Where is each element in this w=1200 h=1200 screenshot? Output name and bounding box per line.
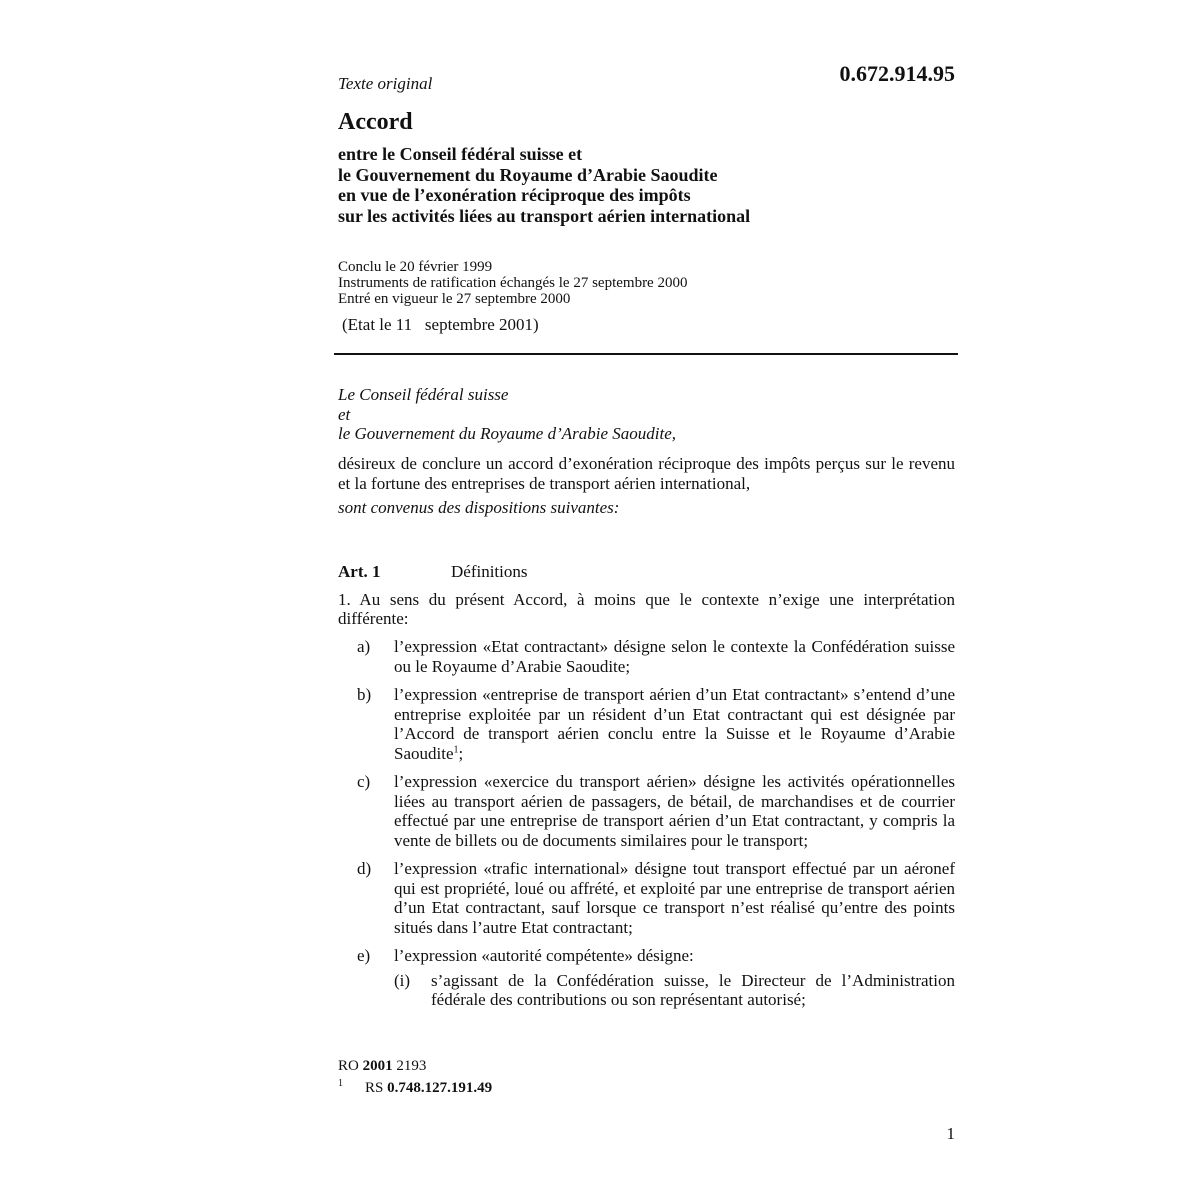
footnote-prefix: RS — [365, 1080, 384, 1096]
horizontal-divider — [334, 353, 958, 355]
document-subtitle — [338, 144, 958, 226]
party-switzerland: Le Conseil fédéral suisse — [338, 385, 509, 404]
list-item-label: c) — [357, 772, 371, 791]
subtitle-line: en vue de l’exonération réciproque des impôts — [338, 185, 691, 205]
footnote-rs-reference[interactable]: 0.748.127.191.49 — [387, 1080, 493, 1096]
agreed-clause: sont convenus des dispositions suivantes: — [338, 498, 620, 517]
list-item-text: l’expression «Etat contractant» désigne selon le contexte la Confédération suisse ou le Royaume d’Arabie Saoudite; — [394, 637, 955, 676]
definitions-list — [338, 637, 955, 1019]
footnote — [338, 1080, 492, 1097]
subtitle-line: entre le Conseil fédéral suisse et — [338, 144, 583, 164]
dates-block — [338, 259, 958, 307]
list-item — [338, 859, 955, 937]
subtitle-line: le Gouvernement du Royaume d’Arabie Saoudite — [338, 164, 718, 185]
official-compilation-reference — [338, 1058, 426, 1075]
party-saudi-arabia: le Gouvernement du Royaume d’Arabie Saoudite, — [338, 424, 677, 443]
list-item-label: a) — [357, 637, 371, 656]
list-item-text: l’expression «autorité compétente» désigne: — [394, 946, 694, 965]
status-date: (Etat le 11 septembre 2001) — [342, 315, 539, 334]
party-conjunction: et — [338, 404, 351, 424]
in-force-date: Entré en vigueur le 27 septembre 2000 — [338, 291, 571, 307]
concluded-date: Conclu le 20 février 1999 — [338, 259, 493, 275]
sub-list-item-label: (i) — [394, 970, 411, 990]
list-item-text: l’expression «entreprise de transport aérien d’un Etat contractant» s’entend d’une entreprise exploitée par un résident d’un Etat contractant qui est désignée par l’Accord de transport aérien conclu entre la Suisse et le Royaume d’Arabie Saoudite — [394, 685, 955, 763]
footnote-mark: 1 — [338, 1078, 343, 1089]
footnote-reference[interactable]: 1 — [453, 743, 459, 755]
list-item — [338, 772, 955, 850]
ro-year: 2001 — [362, 1058, 393, 1074]
original-text-label: Texte original — [338, 74, 433, 93]
list-item-label: e) — [357, 946, 371, 965]
list-item-text: l’expression «trafic international» désigne tout transport effectué par un aéronef qui est propriété, loué ou affrété, et exploité par une entreprise de transport aérien d’un Etat contractant, sauf lorsque ce transport n’est réalisé qu’entre des points situés dans l’autre Etat contractant; — [394, 859, 955, 937]
document-title: Accord — [338, 109, 413, 135]
list-item-text: l’expression «exercice du transport aérien» désigne les activités opérationnelles liées au transport aérien de passagers, de bétail, de marchandises et de courrier effectué par une entreprise de transport aérien d’un Etat contractant, y compris la vente de billets ou de documents similaires pour le transport; — [394, 772, 955, 850]
ro-page: 2193 — [396, 1058, 427, 1074]
list-item-text-end: ; — [458, 743, 464, 763]
article-heading: Définitions — [451, 562, 528, 581]
list-item-label: d) — [357, 859, 372, 878]
ratification-date: Instruments de ratification échangés le 27 septembre 2000 — [338, 275, 688, 291]
list-item — [338, 946, 955, 1010]
article-intro: 1. Au sens du présent Accord, à moins que le contexte n’exige une interprétation différente: — [338, 590, 955, 628]
list-item-label: b) — [357, 685, 372, 704]
preamble-paragraph: désireux de conclure un accord d’exonération réciproque des impôts perçus sur le revenu et la fortune des entreprises de transport aérien international, — [338, 454, 955, 493]
sub-list-item — [394, 971, 955, 1010]
ro-prefix: RO — [338, 1058, 359, 1074]
contracting-parties — [338, 385, 676, 444]
sub-list-item-text: s’agissant de la Confédération suisse, le Directeur de l’Administration fédérale des contributions ou son représentant autorisé; — [431, 970, 955, 1009]
list-item — [338, 637, 955, 676]
system-number: 0.672.914.95 — [839, 61, 955, 86]
subtitle-line: sur les activités liées au transport aérien international — [338, 205, 751, 226]
article-number: Art. 1 — [338, 562, 381, 581]
page-number: 1 — [946, 1124, 955, 1143]
list-item — [338, 685, 955, 763]
